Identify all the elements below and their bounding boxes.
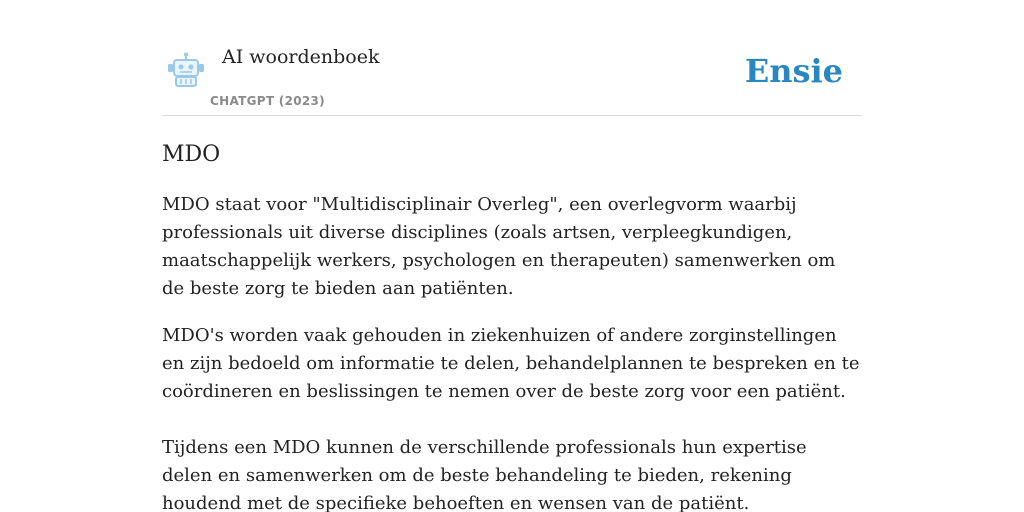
dictionary-page bbox=[162, 0, 862, 512]
ensie-logo[interactable]: Ensie bbox=[744, 52, 843, 90]
entry-paragraph: MDO staat voor "Multidisciplinair Overleg", een overlegvorm waarbij professionals uit diverse disciplines (zoals artsen, verpleegkundigen, maatschappelijk werkers, psychologen en therapeuten) samenwerken om de beste zorg te bieden aan patiënten. bbox=[162, 194, 836, 299]
entry-paragraph: Tijdens een MDO kunnen de verschillende professionals hun expertise delen en samenwerken om de beste behandeling te bieden, rekening houdend met de specifieke behoeften en wensen van de patiënt. bbox=[162, 437, 807, 512]
entry-term: MDO bbox=[162, 142, 221, 167]
dictionary-source: CHATGPT (2023) bbox=[210, 94, 325, 108]
entry-paragraph: MDO's worden vaak gehouden in ziekenhuizen of andere zorginstellingen en zijn bedoeld om informatie te delen, behandelplannen te bespreken en te coördineren en beslissingen te nemen over de beste zorg voor een patiënt. bbox=[162, 325, 860, 402]
entry-header bbox=[162, 44, 862, 116]
robot-icon bbox=[166, 52, 206, 88]
dictionary-title[interactable]: AI woordenboek bbox=[222, 46, 380, 68]
